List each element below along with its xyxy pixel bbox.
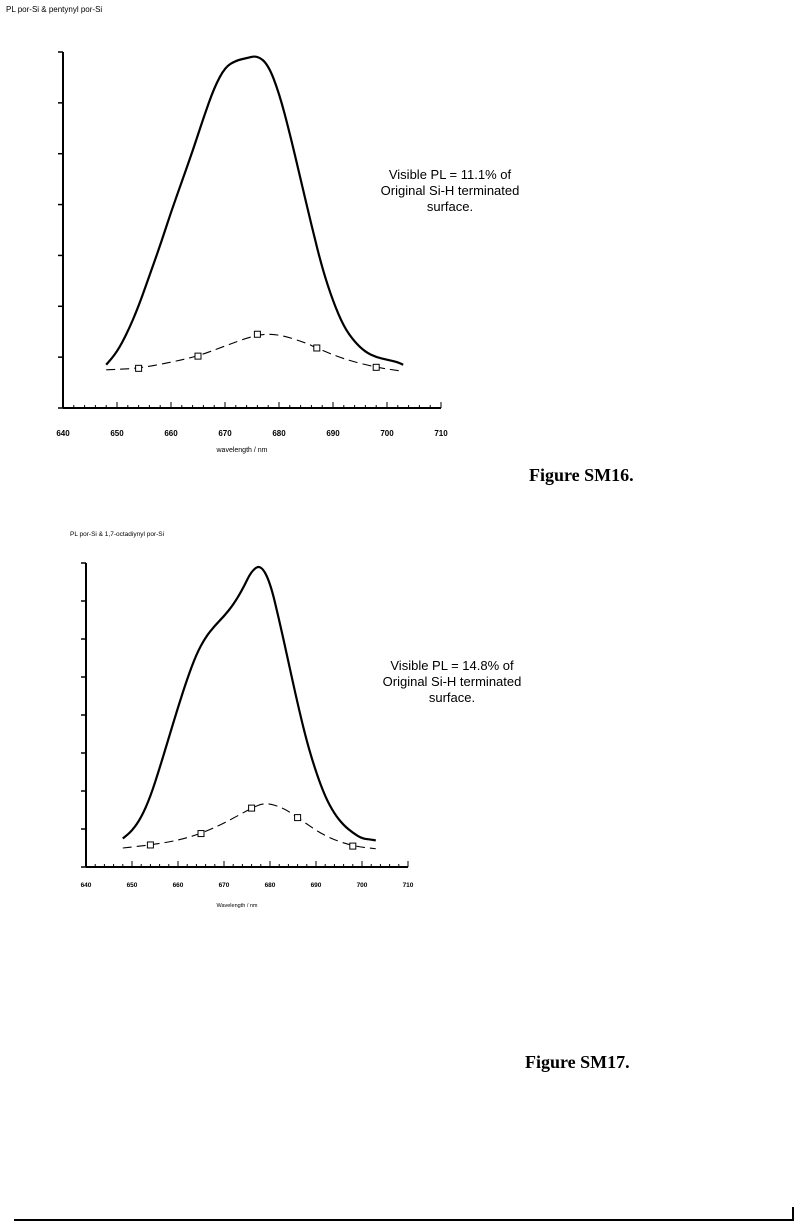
- annotation-line: surface.: [426, 199, 474, 214]
- series-marker: [295, 815, 301, 821]
- x-tick-label: 710: [434, 429, 448, 438]
- x-tick-label: 700: [380, 429, 394, 438]
- x-tick-label: 670: [218, 882, 230, 889]
- x-tick-label: 710: [402, 882, 414, 889]
- figure-label-sm17: Figure SM17.: [525, 1052, 630, 1072]
- series-marker: [249, 805, 255, 811]
- x-tick-label: 640: [56, 429, 70, 438]
- x-tick-label: 650: [110, 429, 124, 438]
- annotation-line: Original Si-H terminated: [382, 674, 522, 689]
- series-marker: [350, 843, 356, 849]
- x-axis-label: Wavelength / nm: [216, 903, 258, 909]
- x-tick-label: 700: [356, 882, 368, 889]
- x-tick-label: 680: [272, 429, 286, 438]
- series-line-solid: [123, 567, 376, 840]
- page-bottom-rule: [14, 1219, 794, 1221]
- annotation-line: Visible PL = 14.8% of: [390, 658, 514, 673]
- x-tick-label: 690: [310, 882, 322, 889]
- x-tick-label: 650: [126, 882, 138, 889]
- x-tick-label: 640: [80, 882, 92, 889]
- figure-label-sm16: Figure SM16.: [529, 465, 634, 485]
- annotation-line: Original Si-H terminated: [380, 183, 520, 198]
- x-tick-label: 660: [164, 429, 178, 438]
- annotation-octadiynyl: [352, 658, 552, 706]
- x-tick-label: 670: [218, 429, 232, 438]
- annotation-line: surface.: [428, 690, 476, 705]
- series-marker: [198, 831, 204, 837]
- page-corner-mark: [792, 1207, 794, 1221]
- x-axis-label: wavelength / nm: [216, 447, 268, 454]
- x-tick-label: 690: [326, 429, 340, 438]
- chart-title-pentynyl: PL por-Si & pentynyl por-Si: [6, 5, 103, 14]
- annotation-line: Visible PL = 11.1% of: [388, 167, 512, 182]
- chart-title-octadiynyl: PL por-Si & 1,7-octadiynyl por-Si: [70, 531, 165, 538]
- x-tick-label: 680: [264, 882, 276, 889]
- x-tick-label: 660: [172, 882, 184, 889]
- series-marker: [147, 842, 153, 848]
